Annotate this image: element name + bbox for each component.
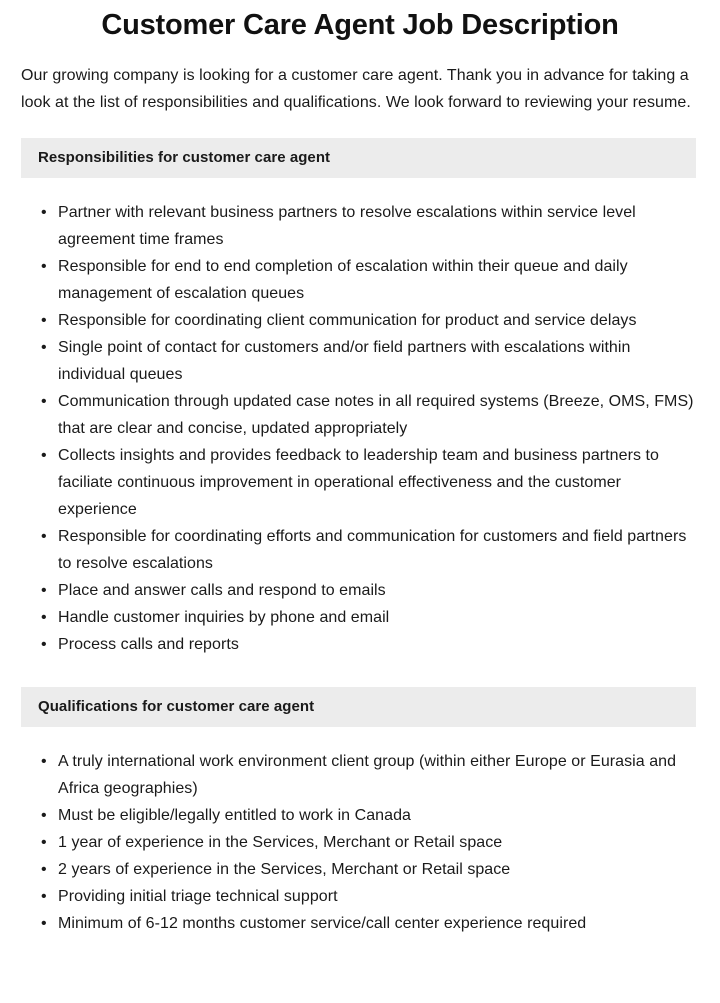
list-item: • 1 year of experience in the Services, Merchant or Retail space: [0, 829, 720, 856]
list-item: • A truly international work environment client group (within either Europe or Eurasia and Africa geographies): [0, 748, 720, 802]
list-item: • Single point of contact for customers and/or field partners with escalations within individual queues: [0, 334, 720, 388]
qualifications-list: [0, 748, 720, 937]
list-item: • 2 years of experience in the Services, Merchant or Retail space: [0, 856, 720, 883]
list-item: • Responsible for coordinating client communication for product and service delays: [0, 307, 720, 334]
responsibilities-section: [0, 138, 720, 658]
responsibilities-section-header: Responsibilities for customer care agent: [21, 138, 696, 178]
qualifications-section: [0, 687, 720, 937]
list-item: • Partner with relevant business partners to resolve escalations within service level agreement time frames: [0, 199, 720, 253]
list-item: • Minimum of 6-12 months customer service/call center experience required: [0, 910, 720, 937]
list-item: • Collects insights and provides feedback to leadership team and business partners to faciliate continuous improvement in operational effectiveness and the customer experience: [0, 442, 720, 523]
list-item: • Process calls and reports: [0, 631, 720, 658]
list-item: • Providing initial triage technical support: [0, 883, 720, 910]
list-item: • Must be eligible/legally entitled to work in Canada: [0, 802, 720, 829]
list-item: • Communication through updated case notes in all required systems (Breeze, OMS, FMS) that are clear and concise, updated appropriately: [0, 388, 720, 442]
spacer: [0, 727, 720, 748]
responsibilities-list: [0, 199, 720, 658]
list-item: • Responsible for coordinating efforts and communication for customers and field partners to resolve escalations: [0, 523, 720, 577]
page-title: Customer Care Agent Job Description: [101, 9, 619, 41]
intro-paragraph: Our growing company is looking for a customer care agent. Thank you in advance for taking a look at the list of responsibilities and qualifications. We look forward to reviewing your resume.: [21, 67, 691, 111]
qualifications-section-header: Qualifications for customer care agent: [21, 687, 696, 727]
list-item: • Responsible for end to end completion of escalation within their queue and daily management of escalation queues: [0, 253, 720, 307]
list-item: • Place and answer calls and respond to emails: [0, 577, 720, 604]
list-item: • Handle customer inquiries by phone and email: [0, 604, 720, 631]
spacer: [0, 178, 720, 199]
